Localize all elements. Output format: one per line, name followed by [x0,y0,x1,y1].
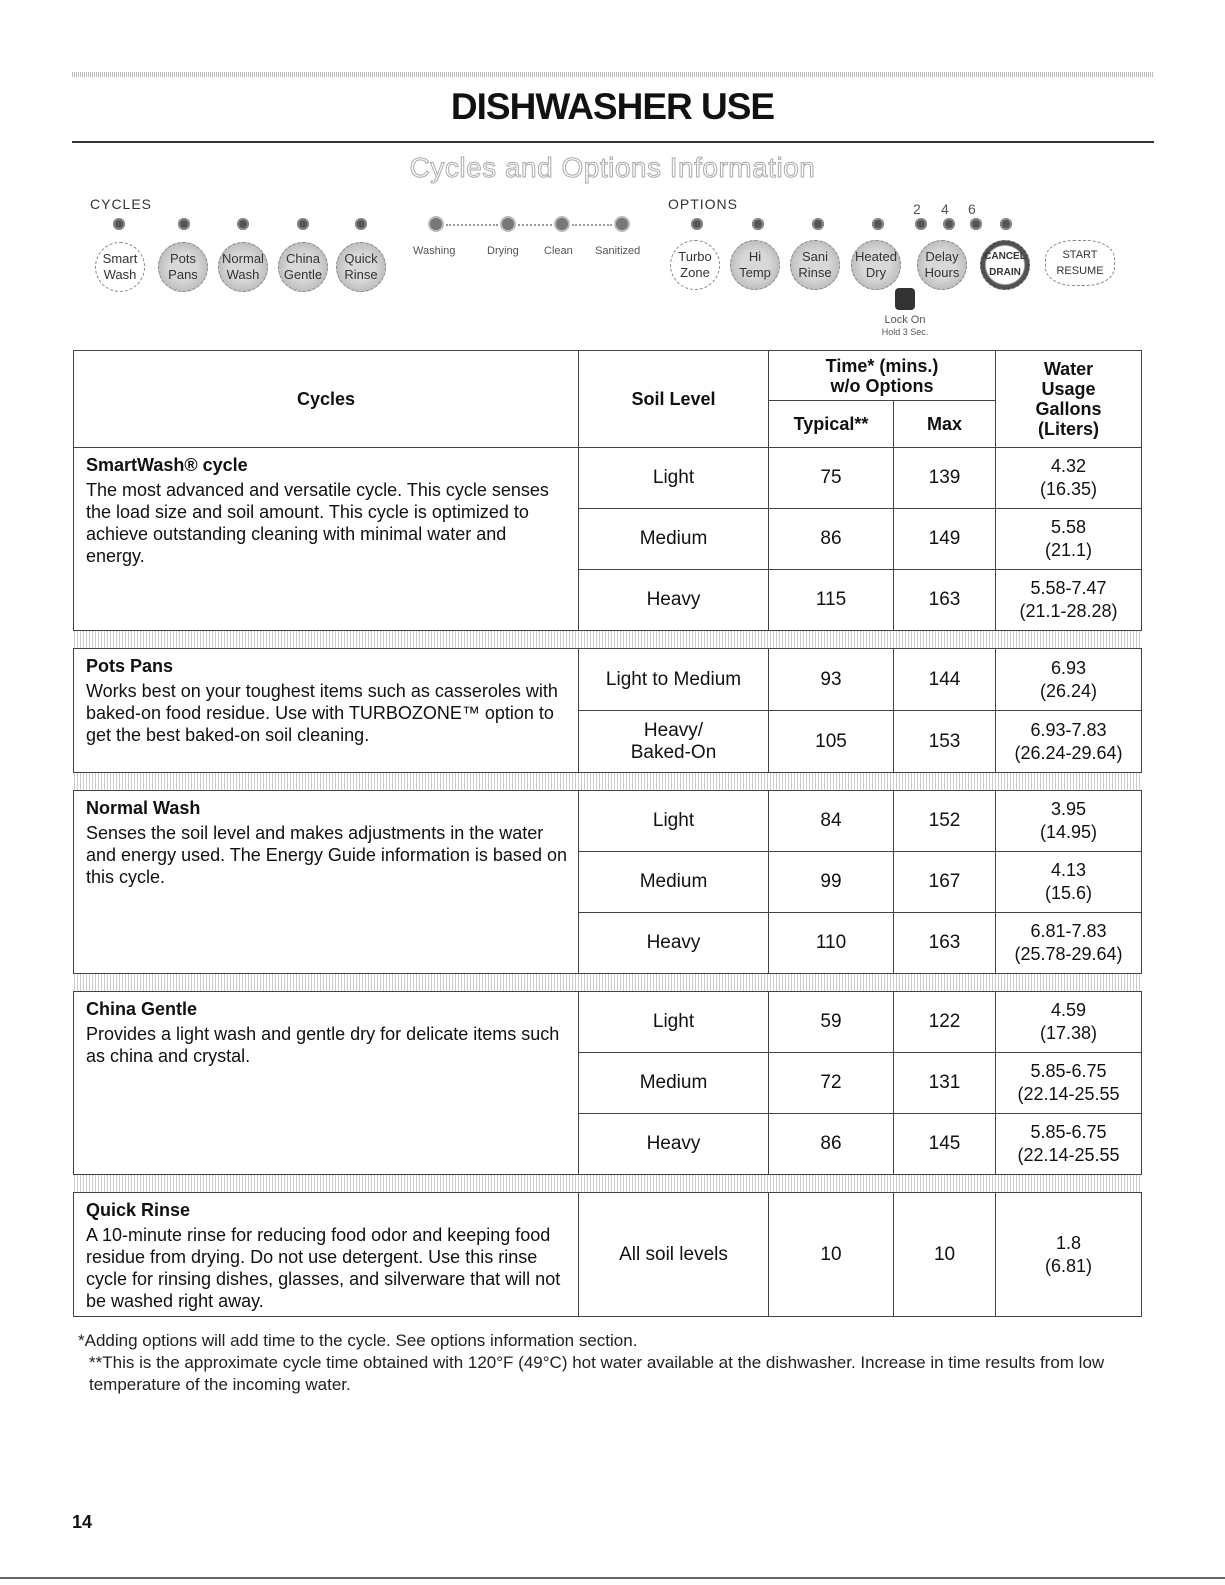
max-time-cell: 163 [894,570,996,631]
table-row [74,448,1142,509]
sanitized-label: Sanitized [595,245,641,257]
soil-level-cell: Light [579,448,769,509]
cycle-led-icon [178,218,190,230]
cycle-description-cell [74,448,579,631]
max-time-cell: 163 [894,913,996,974]
heated-dry-button: Heated Dry [851,240,901,290]
typical-time-cell: 59 [769,992,894,1053]
max-time-cell: 167 [894,852,996,913]
section-gap [74,631,1142,649]
header-time: Time* (mins.) w/o Options [769,351,996,401]
section-gap [74,773,1142,791]
cycle-name: Quick Rinse [86,1200,191,1220]
clean-status-icon [554,216,570,232]
footnote-2: **This is the approximate cycle time obtained with 120°F (49°C) hot water available at the dishwasher. Increase in time results from low temperature of the incoming water. [89,1353,1105,1394]
option-led-icon [691,218,703,230]
status-connector [572,224,612,227]
cycle-led-icon [113,218,125,230]
soil-level-cell: Heavy [579,913,769,974]
cycles-table [73,350,1142,1317]
water-usage-cell: 6.93 (26.24) [996,649,1142,711]
turbo-zone-button: Turbo Zone [670,240,720,290]
quick-rinse-button: Quick Rinse [336,242,386,292]
water-usage-cell: 3.95 (14.95) [996,791,1142,852]
cancel-drain-button: CANCEL DRAIN [980,240,1030,290]
typical-time-cell: 99 [769,852,894,913]
cycle-description-cell [74,791,579,974]
typical-time-cell: 93 [769,649,894,711]
max-time-cell: 153 [894,711,996,773]
lock-icon [895,288,915,310]
section-gap [74,1175,1142,1193]
delay-led-icon [970,218,982,230]
water-usage-cell: 1.8 (6.81) [996,1193,1142,1317]
cycle-name: Pots Pans [86,656,174,676]
section-gap-cell [74,773,1142,791]
header-typical: Typical** [769,401,894,448]
typical-time-cell: 86 [769,509,894,570]
drying-label: Drying [487,245,519,257]
section-subtitle: Cycles and Options Information [409,152,816,183]
max-time-cell: 10 [894,1193,996,1317]
cycle-description: The most advanced and versatile cycle. This cycle senses the load size and soil amount. This cycle is optimized to achieve outstanding cleaning with minimal water and energy. [86,480,549,566]
soil-level-cell: All soil levels [579,1193,769,1317]
page-number: 14 [72,1512,93,1532]
header-max: Max [894,401,996,448]
option-led-icon [812,218,824,230]
water-usage-cell: 5.85-6.75 (22.14-25.55 [996,1114,1142,1175]
washing-label: Washing [413,245,456,257]
cycle-description: Provides a light wash and gentle dry for delicate items such as china and crystal. [86,1024,560,1066]
header-soil-level: Soil Level [579,351,769,448]
delay-led-icon [915,218,927,230]
status-connector [518,224,552,227]
top-rule [72,72,1154,77]
delay-led-icon [943,218,955,230]
cycle-led-icon [237,218,249,230]
soil-level-cell: Medium [579,852,769,913]
china-gentle-button: China Gentle [278,242,328,292]
pots-pans-button: Pots Pans [158,242,208,292]
table-row [74,1193,1142,1317]
cycle-name: Normal Wash [86,798,201,818]
cycle-led-icon [297,218,309,230]
soil-level-cell: Heavy [579,570,769,631]
cycle-description: A 10-minute rinse for reducing food odor and keeping food residue from drying. Do not use detergent. Use this rinse cycle for rinsing dishes, glasses, and silverware that will not be washed right away. [86,1225,561,1311]
lock-on-label: Lock On [884,314,926,326]
footnote-1: *Adding options will add time to the cycle. See options information section. [78,1331,638,1350]
option-led-icon [752,218,764,230]
soil-level-cell: Medium [579,1053,769,1114]
cycle-name: China Gentle [86,999,198,1019]
water-usage-cell: 4.32 (16.35) [996,448,1142,509]
sani-rinse-button: Sani Rinse [790,240,840,290]
water-usage-cell: 5.85-6.75 (22.14-25.55 [996,1053,1142,1114]
water-usage-cell: 5.58 (21.1) [996,509,1142,570]
lock-hint-label: Hold 3 Sec. [881,327,929,337]
typical-time-cell: 105 [769,711,894,773]
max-time-cell: 144 [894,649,996,711]
table-row [74,649,1142,711]
water-usage-cell: 4.13 (15.6) [996,852,1142,913]
footnotes [78,1330,1158,1396]
status-connector [446,224,498,227]
section-gap-cell [74,631,1142,649]
water-usage-cell: 4.59 (17.38) [996,992,1142,1053]
cycle-description-cell [74,649,579,773]
typical-time-cell: 75 [769,448,894,509]
soil-level-cell: Light [579,791,769,852]
delay-hours-button: Delay Hours [917,240,967,290]
soil-level-cell: Light to Medium [579,649,769,711]
smart-wash-button: Smart Wash [95,242,145,292]
water-usage-cell: 6.81-7.83 (25.78-29.64) [996,913,1142,974]
table-row [74,992,1142,1053]
cycle-led-icon [355,218,367,230]
hi-temp-button: Hi Temp [730,240,780,290]
typical-time-cell: 72 [769,1053,894,1114]
water-usage-cell: 5.58-7.47 (21.1-28.28) [996,570,1142,631]
soil-level-cell: Heavy/ Baked-On [579,711,769,773]
drying-status-icon [500,216,516,232]
header-cycles: Cycles [74,351,579,448]
cycle-description: Senses the soil level and makes adjustments in the water and energy used. The Energy Guide information is based on this cycle. [86,823,567,887]
typical-time-cell: 84 [769,791,894,852]
typical-time-cell: 115 [769,570,894,631]
cycle-name: SmartWash® cycle [86,455,248,475]
washing-status-icon [428,216,444,232]
delay-hours-2: 2 [913,201,921,217]
start-resume-button: START RESUME [1045,240,1115,286]
bottom-rule [0,1577,1225,1579]
typical-time-cell: 110 [769,913,894,974]
max-time-cell: 145 [894,1114,996,1175]
cycle-description-cell [74,992,579,1175]
max-time-cell: 139 [894,448,996,509]
cycle-description-cell [74,1193,579,1317]
soil-level-cell: Light [579,992,769,1053]
soil-level-cell: Medium [579,509,769,570]
delay-hours-6: 6 [968,201,976,217]
water-usage-cell: 6.93-7.83 (26.24-29.64) [996,711,1142,773]
header-water-usage: Water Usage Gallons (Liters) [996,351,1142,448]
table-row [74,791,1142,852]
max-time-cell: 131 [894,1053,996,1114]
sanitized-status-icon [614,216,630,232]
typical-time-cell: 86 [769,1114,894,1175]
soil-level-cell: Heavy [579,1114,769,1175]
max-time-cell: 152 [894,791,996,852]
normal-wash-button: Normal Wash [218,242,268,292]
option-led-icon [872,218,884,230]
page-title: DISHWASHER USE [450,86,775,127]
cycles-group-label: CYCLES [90,196,153,212]
section-gap-cell [74,1175,1142,1193]
delay-hours-4: 4 [941,201,949,217]
clean-label: Clean [544,245,573,257]
max-time-cell: 122 [894,992,996,1053]
max-time-cell: 149 [894,509,996,570]
options-group-label: OPTIONS [668,196,739,212]
cancel-led-icon [1000,218,1012,230]
cycle-description: Works best on your toughest items such as casseroles with baked-on food residue. Use with TURBOZONE™ option to get the best baked-on soil cleaning. [86,681,558,745]
title-divider [72,141,1154,143]
typical-time-cell: 10 [769,1193,894,1317]
section-gap [74,974,1142,992]
section-gap-cell [74,974,1142,992]
